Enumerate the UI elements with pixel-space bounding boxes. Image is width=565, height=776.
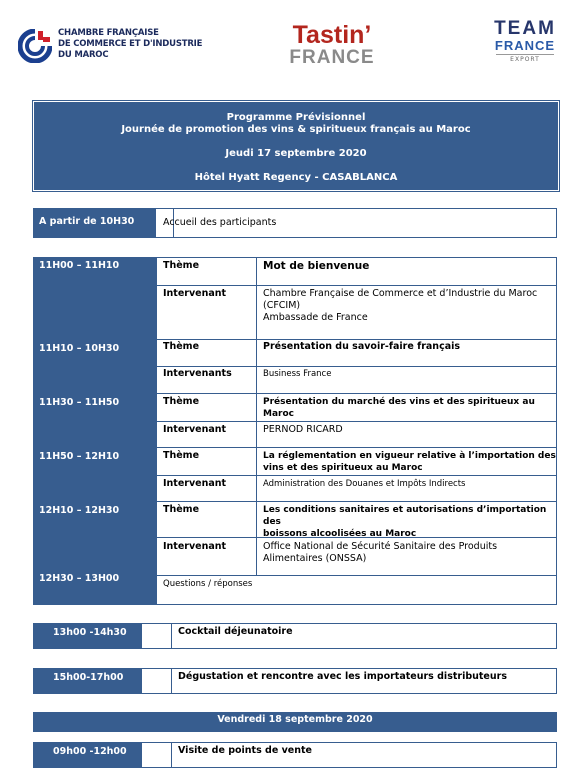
session-time: 11H10 – 10H30 — [39, 343, 120, 354]
session-text: Questions / réponses — [163, 579, 253, 589]
speaker-label: Intervenants — [163, 368, 232, 379]
session-time: 11H50 – 12H10 — [39, 451, 120, 462]
session-time: 12H10 – 12H30 — [39, 505, 120, 516]
day2-header — [33, 712, 557, 732]
session-theme: La réglementation en vigueur relative à l’importation des vins et des spiritueux au Maroc — [263, 451, 556, 473]
session-speaker: Chambre Française de Commerce et d’Industrie du Maroc (CFCIM) Ambassade de France — [263, 288, 538, 323]
tastin-france-logo: Tastin’ FRANCE — [289, 21, 375, 68]
session-speaker: PERNOD RICARD — [263, 424, 343, 435]
session-time: 12H30 – 13H00 — [39, 573, 120, 584]
tasting-row — [33, 668, 557, 694]
lunch-text: Cocktail déjeunatoire — [178, 626, 293, 637]
speaker-label: Intervenant — [163, 424, 227, 435]
session-time: 11H00 – 11H10 — [39, 260, 120, 271]
program-header — [33, 101, 559, 191]
session-theme: Présentation du marché des vins et des spiritueux au Maroc — [263, 397, 535, 419]
theme-label: Thème — [163, 450, 200, 461]
theme-label: Thème — [163, 260, 200, 271]
cci-logo-icon — [18, 29, 52, 63]
tasting-text: Dégustation et rencontre avec les importateurs distributeurs — [178, 671, 507, 682]
speaker-label: Intervenant — [163, 541, 227, 552]
team-france-export-logo: TEAM FRANCE EXPORT — [494, 18, 556, 63]
speaker-label: Intervenant — [163, 288, 227, 299]
day2-date: Vendredi 18 septembre 2020 — [217, 714, 373, 725]
event-date: Jeudi 17 septembre 2020 — [225, 148, 367, 159]
session-speaker: Business France — [263, 369, 332, 379]
theme-label: Thème — [163, 341, 200, 352]
tasting-time: 15h00-17h00 — [33, 668, 141, 694]
page-title: Programme Prévisionnel — [226, 112, 366, 123]
theme-label: Thème — [163, 504, 200, 515]
day2-time: 09h00 -12h00 — [33, 742, 141, 768]
session-theme: Les conditions sanitaires et autorisations d’importation des boissons alcoolisées au Maroc — [263, 505, 547, 539]
cci-logo-line2: DE COMMERCE ET D'INDUSTRIE — [58, 39, 203, 49]
session-speaker: Administration des Douanes et Impôts Indirects — [263, 479, 466, 489]
day2-row — [33, 742, 557, 768]
cci-logo — [18, 27, 218, 67]
session-theme: Mot de bienvenue — [263, 260, 370, 272]
event-venue: Hôtel Hyatt Regency - CASABLANCA — [194, 172, 398, 183]
session-theme: Présentation du savoir-faire français — [263, 341, 461, 352]
cci-logo-line1: CHAMBRE FRANÇAISE — [58, 28, 159, 38]
lunch-time: 13h00 -14h30 — [33, 623, 141, 649]
lunch-row — [33, 623, 557, 649]
welcome-time: A partir de 10H30 — [33, 208, 155, 238]
welcome-text: Accueil des participants — [163, 217, 277, 228]
speaker-label: Intervenant — [163, 478, 227, 489]
welcome-row — [33, 208, 557, 238]
sessions-table — [33, 257, 557, 605]
theme-label: Thème — [163, 396, 200, 407]
day2-text: Visite de points de vente — [178, 745, 312, 756]
cci-logo-line3: DU MAROC — [58, 50, 109, 60]
session-speaker: Office National de Sécurité Sanitaire des Produits Alimentaires (ONSSA) — [263, 541, 498, 564]
session-time: 11H30 – 11H50 — [39, 397, 120, 408]
page-subtitle: Journée de promotion des vins & spiritueux français au Maroc — [121, 124, 471, 135]
